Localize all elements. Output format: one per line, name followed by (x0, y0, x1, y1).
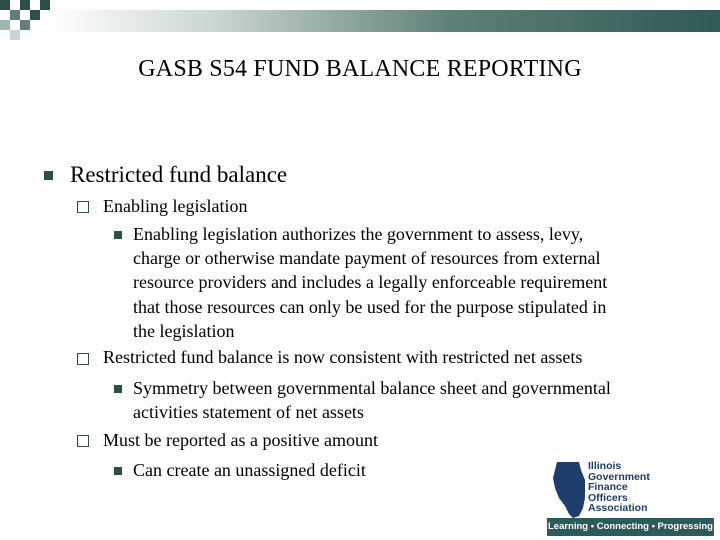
text-line: Symmetry between governmental balance sheet and governmental (133, 378, 611, 398)
square-bullet-icon (114, 231, 122, 239)
level2-text: Enabling legislation (103, 196, 248, 216)
level3-text (133, 222, 703, 343)
hollow-square-bullet-icon (77, 353, 89, 365)
hollow-square-bullet-icon (77, 201, 89, 213)
hollow-square-bullet-icon (77, 435, 89, 447)
text-line: Enabling legislation authorizes the government to assess, levy, (133, 224, 584, 244)
square-bullet-icon (44, 171, 53, 180)
logo-line: Association (588, 502, 648, 514)
level1-text: Restricted fund balance (70, 162, 288, 187)
logo-tagline: Learning • Connecting • Progressing (547, 518, 714, 536)
text-line: resource providers and includes a legally enforceable requirement (133, 272, 608, 293)
logo-line: Officers (588, 491, 628, 504)
level2-text: Must be reported as a positive amount (103, 430, 378, 450)
text-line: that those resources can only be used for the purpose stipulated in (133, 296, 607, 317)
text-line: Can create an unassigned deficit (133, 460, 366, 480)
square-bullet-icon (114, 467, 122, 475)
level3-text (133, 376, 703, 424)
slide-title: GASB S54 FUND BALANCE REPORTING (138, 56, 582, 82)
text-line: charge or otherwise mandate payment of resources from external (133, 248, 601, 269)
square-bullet-icon (114, 385, 122, 393)
logo-line: Government (588, 470, 650, 483)
logo-line: Illinois (588, 460, 622, 472)
text-line: the legislation (133, 320, 235, 341)
level2-text: Restricted fund balance is now consistent with restricted net assets (103, 347, 583, 367)
text-line: activities statement of net assets (133, 402, 364, 423)
logo-line: Finance (588, 481, 628, 493)
gfoa-logo-text (588, 461, 650, 514)
